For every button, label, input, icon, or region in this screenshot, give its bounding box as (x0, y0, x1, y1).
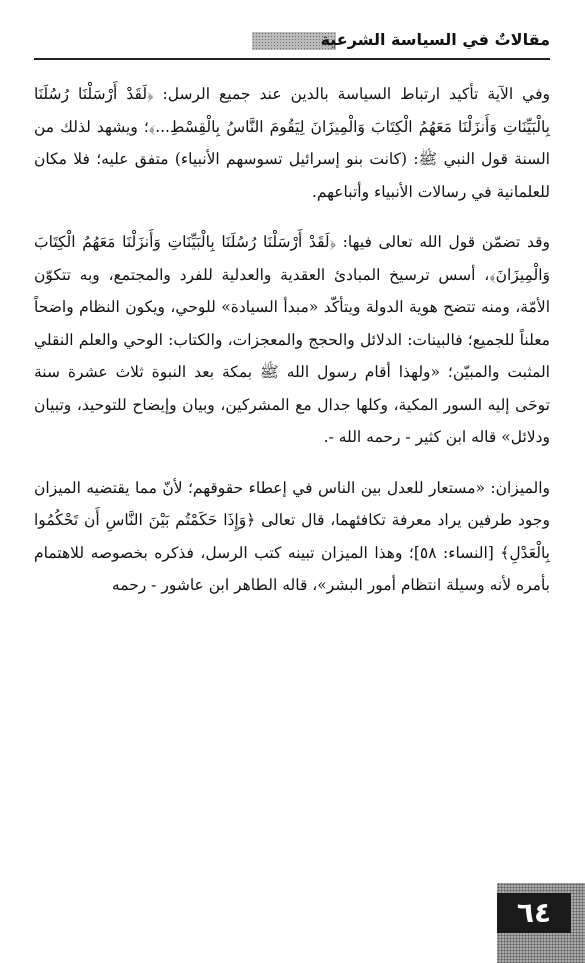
running-header (34, 28, 550, 60)
running-header-title: مقالاتٌ في السياسة الشرعية (320, 30, 550, 49)
paragraph-1: وفي الآية تأكيد ارتباط السياسة بالدين عند جميع الرسل: ﴿لَقَدْ أَرْسَلْنَا رُسُلَنَا بِالْبَيِّنَاتِ وَأَنزَلْنَا مَعَهُمُ الْكِتَابَ وَالْمِيزَانَ لِيَقُومَ النَّاسُ بِالْقِسْطِ...﴾؛ ويشهد لذلك من السنة قول النبي ﷺ: (كانت بنو إسرائيل تسوسهم الأنبياء) متفق عليه؛ فلا مكان للعلمانية في رسالات الأنبياء وأتباعهم. (34, 85, 550, 201)
page-number-box (497, 883, 585, 963)
paragraph-3: والميزان: «مستعار للعدل بين الناس في إعطاء حقوقهم؛ لأنّ مما يقتضيه الميزان وجود طرفين يراد معرفة تكافئهما، قال تعالى ﴿وَإِذَا حَكَمْتُم بَيْنَ النَّاسِ أَن تَحْكُمُوا بِالْعَدْلِ﴾ [النساء: ٥٨]؛ وهذا الميزان تبينه كتب الرسل، فذكره بخصوصه للاهتمام بأمره لأنه وسيلة انتظام أمور البشر»، قاله الطاهر ابن عاشور - رحمه (34, 478, 550, 594)
page-body (34, 78, 550, 602)
page-number: ٦٤ (497, 893, 571, 933)
paragraph-2: وقد تضمّن قول الله تعالى فيها: ﴿لَقَدْ أَرْسَلْنَا رُسُلَنَا بِالْبَيِّنَاتِ وَأَنزَلْنَا مَعَهُمُ الْكِتَابَ وَالْمِيزَانَ﴾، أسس ترسيخ المبادئ العقدية والعدلية للفرد والمجتمع، وبه تتكوّن الأمّة، ومنه تتضح هوية الدولة ويتأكّد «مبدأ السيادة» للوحي، ويكون النظام واضحاً معلناً للجميع؛ فالبينات: الدلائل والحجج والمعجزات، والكتاب: الوحي والعلم النقلي المثبت والمبيّن؛ «ولهذا أقام رسول الله ﷺ بمكة بعد النبوة ثلاث عشرة سنة توحَى إليه السور المكية، وكلها جدال مع المشركين، وبيان وإيضاح للتوحيد، وتبيان ودلائل» قاله ابن كثير - رحمه الله -. (34, 233, 550, 446)
